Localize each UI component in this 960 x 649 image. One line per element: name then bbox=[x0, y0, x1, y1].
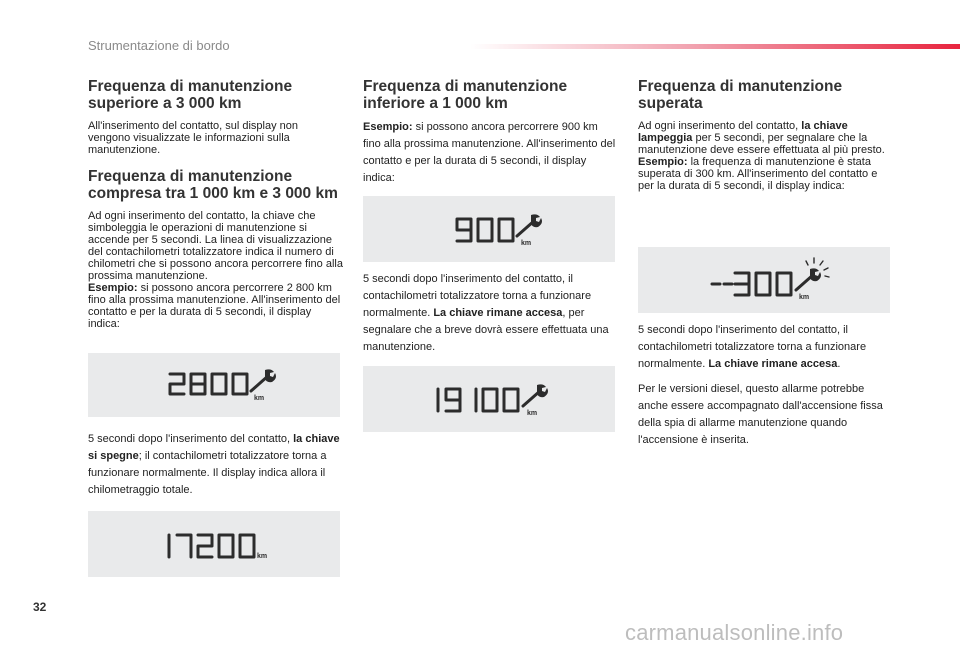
section-title-above-3000: Frequenza di manutenzione superiore a 3 000 km bbox=[88, 78, 293, 112]
column-1 bbox=[88, 78, 343, 330]
lcd-19100 bbox=[363, 366, 615, 432]
section-text-below-1000: Esempio: si possono ancora percorrere 900 km fino alla prossima manutenzione. All'inserimento del contatto e per la durata di 5 secondi, il display indica: bbox=[363, 121, 616, 184]
lcd-900 bbox=[363, 196, 615, 262]
column-1-after bbox=[88, 431, 343, 499]
lcd-minus-300 bbox=[638, 247, 890, 313]
svg-text:km: km bbox=[527, 410, 538, 417]
lcd-2800 bbox=[88, 353, 340, 417]
wrench-icon bbox=[517, 214, 542, 236]
odometer-display-900 bbox=[363, 196, 615, 262]
svg-text:km: km bbox=[799, 294, 810, 301]
svg-text:km: km bbox=[257, 553, 268, 560]
flashing-wrench-icon bbox=[796, 258, 829, 290]
svg-text:km: km bbox=[521, 240, 532, 247]
section-title-exceeded: Frequenza di manutenzione superata bbox=[638, 78, 843, 112]
header-accent-bar bbox=[470, 44, 960, 49]
watermark: carmanualsonline.info bbox=[625, 620, 844, 645]
page-header: Strumentazione di bordo bbox=[88, 38, 230, 53]
section-text-after-900: 5 secondi dopo l'inserimento del contatto, il contachilometri totalizzatore torna a funzionare normalmente. La chiave rimane accesa, per segnalare che a breve dovrà essere effettuata una manutenzione. bbox=[363, 273, 609, 353]
column-2 bbox=[363, 78, 618, 187]
odometer-display-17200 bbox=[88, 511, 340, 577]
section-text-after-300: 5 secondi dopo l'inserimento del contatto, il contachilometri totalizzatore torna a funzionare normalmente. La chiave rimane accesa. bbox=[638, 324, 867, 370]
page-number: 32 bbox=[33, 600, 47, 614]
section-text-above-3000: All'inserimento del contatto, sul display non vengono visualizzate le informazioni sulla manutenzione. bbox=[88, 120, 298, 156]
section-text-after-2800: 5 secondi dopo l'inserimento del contatto, la chiave si spegne; il contachilometri totalizzatore torna a funzionare normalmente. Il display indica allora il chilometraggio totale. bbox=[88, 433, 340, 496]
column-3 bbox=[638, 78, 893, 192]
section-title-below-1000: Frequenza di manutenzione inferiore a 1 000 km bbox=[363, 78, 568, 112]
diesel-note: Per le versioni diesel, questo allarme potrebbe anche essere accompagnato dall'accensione fissa della spia di allarme manutenzione quando l'accensione è inserita. bbox=[638, 383, 883, 446]
column-2-after bbox=[363, 271, 618, 356]
lcd-17200 bbox=[88, 511, 340, 577]
odometer-display-minus-300 bbox=[638, 247, 890, 313]
section-text-exceeded: Ad ogni inserimento del contatto, la chiave lampeggia per 5 secondi, per segnalare che la manutenzione deve essere effettuata al più presto. Esempio: la frequenza di manutenzione è stata superata di 300 km. All'inserimento del contatto e per la durata di 5 secondi, il display indica: bbox=[638, 120, 885, 192]
wrench-icon bbox=[523, 384, 548, 406]
svg-text:km: km bbox=[254, 395, 265, 402]
odometer-display-2800 bbox=[88, 353, 340, 417]
column-3-after bbox=[638, 322, 893, 449]
odometer-display-19100 bbox=[363, 366, 615, 432]
section-title-1000-3000: Frequenza di manutenzione compresa tra 1 000 km e 3 000 km bbox=[88, 168, 338, 202]
section-text-1000-3000: Ad ogni inserimento del contatto, la chiave che simboleggia le operazioni di manutenzione si accende per 5 secondi. La linea di visualizzazione del contachilometri totalizzatore indica il numero di chilometri che si possono ancora percorrere fino alla prossima manutenzione. Esempio: si possono ancora percorrere 2 800 km fino alla prossima manutenzione. All'inserimento del contatto e per la durata di 5 secondi, il display indica: bbox=[88, 210, 343, 330]
wrench-icon bbox=[251, 369, 276, 391]
